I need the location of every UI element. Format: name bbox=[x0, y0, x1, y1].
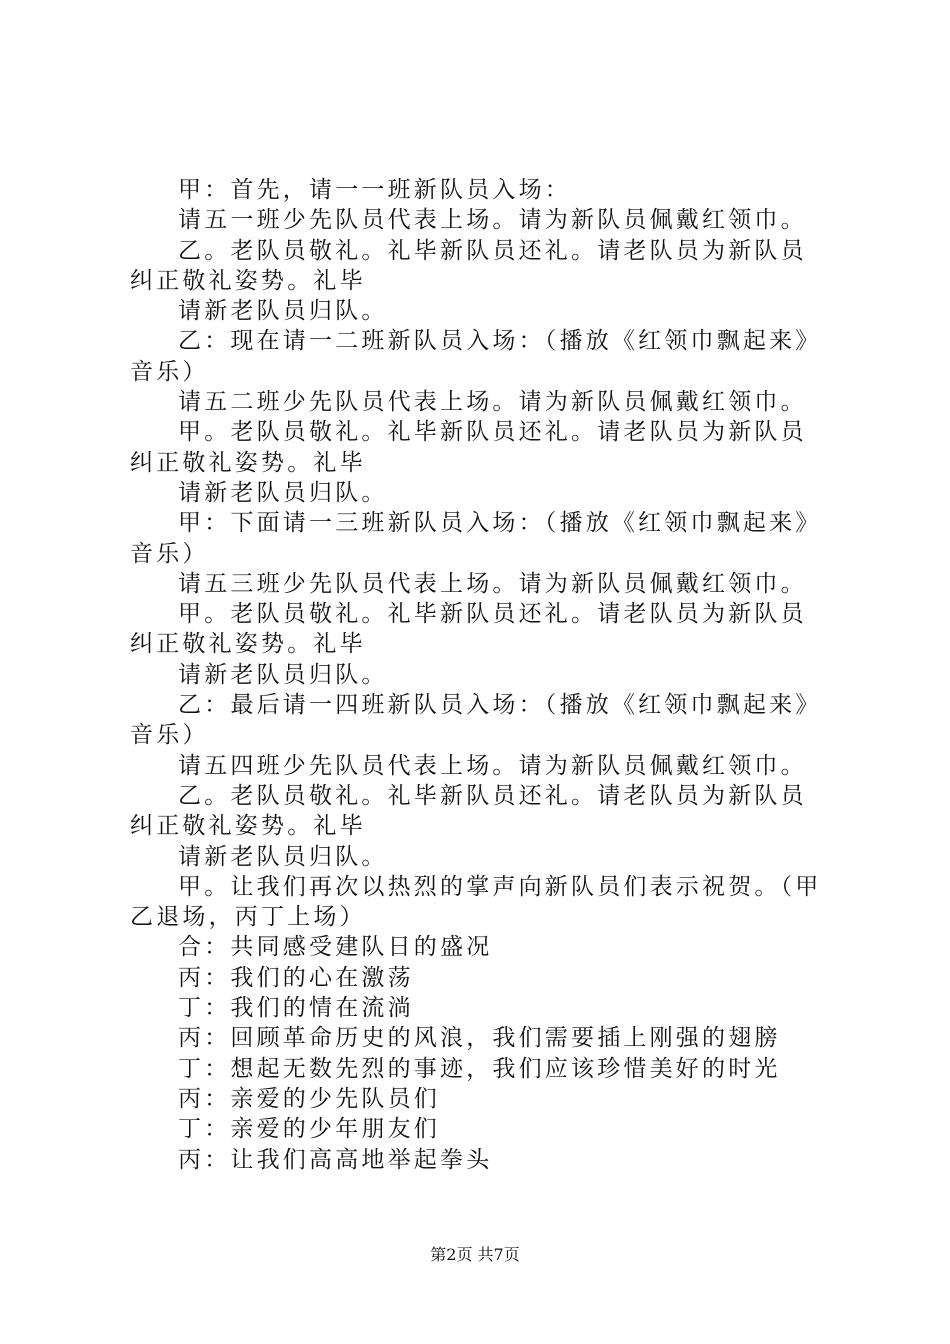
paragraph: 请新老队员归队。 bbox=[178, 298, 388, 325]
paragraph: 丁：我们的情在流淌 bbox=[178, 995, 414, 1022]
paragraph: 甲。老队员敬礼。礼毕新队员还礼。请老队员为新队员纠正敬礼姿势。礼毕 bbox=[130, 601, 807, 658]
paragraph: 乙：最后请一四班新队员入场：（播放《红领巾飘起来》音乐） bbox=[130, 692, 822, 749]
paragraph: 丁：想起无数先烈的事迹，我们应该珍惜美好的时光 bbox=[178, 1055, 781, 1082]
paragraph: 请五四班少先队员代表上场。请为新队员佩戴红领巾。 bbox=[178, 752, 807, 779]
paragraph: 甲。老队员敬礼。礼毕新队员还礼。请老队员为新队员纠正敬礼姿势。礼毕 bbox=[130, 419, 807, 476]
paragraph: 请新老队员归队。 bbox=[178, 661, 388, 688]
paragraph: 请新老队员归队。 bbox=[178, 479, 388, 506]
paragraph: 丙：回顾革命历史的风浪，我们需要插上刚强的翅膀 bbox=[178, 1025, 781, 1052]
paragraph: 请新老队员归队。 bbox=[178, 843, 388, 870]
paragraph: 丁：亲爱的少年朋友们 bbox=[178, 1116, 440, 1143]
paragraph: 丙：我们的心在激荡 bbox=[178, 964, 414, 991]
paragraph: 请五二班少先队员代表上场。请为新队员佩戴红领巾。 bbox=[178, 389, 807, 416]
paragraph: 请五三班少先队员代表上场。请为新队员佩戴红领巾。 bbox=[178, 570, 807, 597]
paragraph: 甲：首先，请一一班新队员入场： bbox=[178, 177, 571, 203]
paragraph: 请五一班少先队员代表上场。请为新队员佩戴红领巾。 bbox=[178, 207, 807, 234]
page-footer bbox=[0, 1245, 950, 1265]
paragraph: 甲。让我们再次以热烈的掌声向新队员们表示祝贺。（甲乙退场，丙丁上场） bbox=[130, 873, 822, 931]
paragraph: 甲：下面请一三班新队员入场：（播放《红领巾飘起来》音乐） bbox=[130, 510, 822, 567]
paragraph: 合：共同感受建队日的盛况 bbox=[178, 934, 493, 961]
paragraph: 丙：让我们高高地举起拳头 bbox=[178, 1146, 493, 1173]
paragraph: 丙：亲爱的少先队员们 bbox=[178, 1085, 440, 1112]
paragraph: 乙：现在请一二班新队员入场：（播放《红领巾飘起来》音乐） bbox=[130, 328, 822, 385]
paragraph: 乙。老队员敬礼。礼毕新队员还礼。请老队员为新队员纠正敬礼姿势。礼毕 bbox=[130, 782, 807, 840]
paragraph: 乙。老队员敬礼。礼毕新队员还礼。请老队员为新队员纠正敬礼姿势。礼毕 bbox=[130, 237, 807, 294]
page-number-label: 第2页 共7页 bbox=[430, 1245, 520, 1264]
document-body bbox=[130, 175, 830, 1175]
